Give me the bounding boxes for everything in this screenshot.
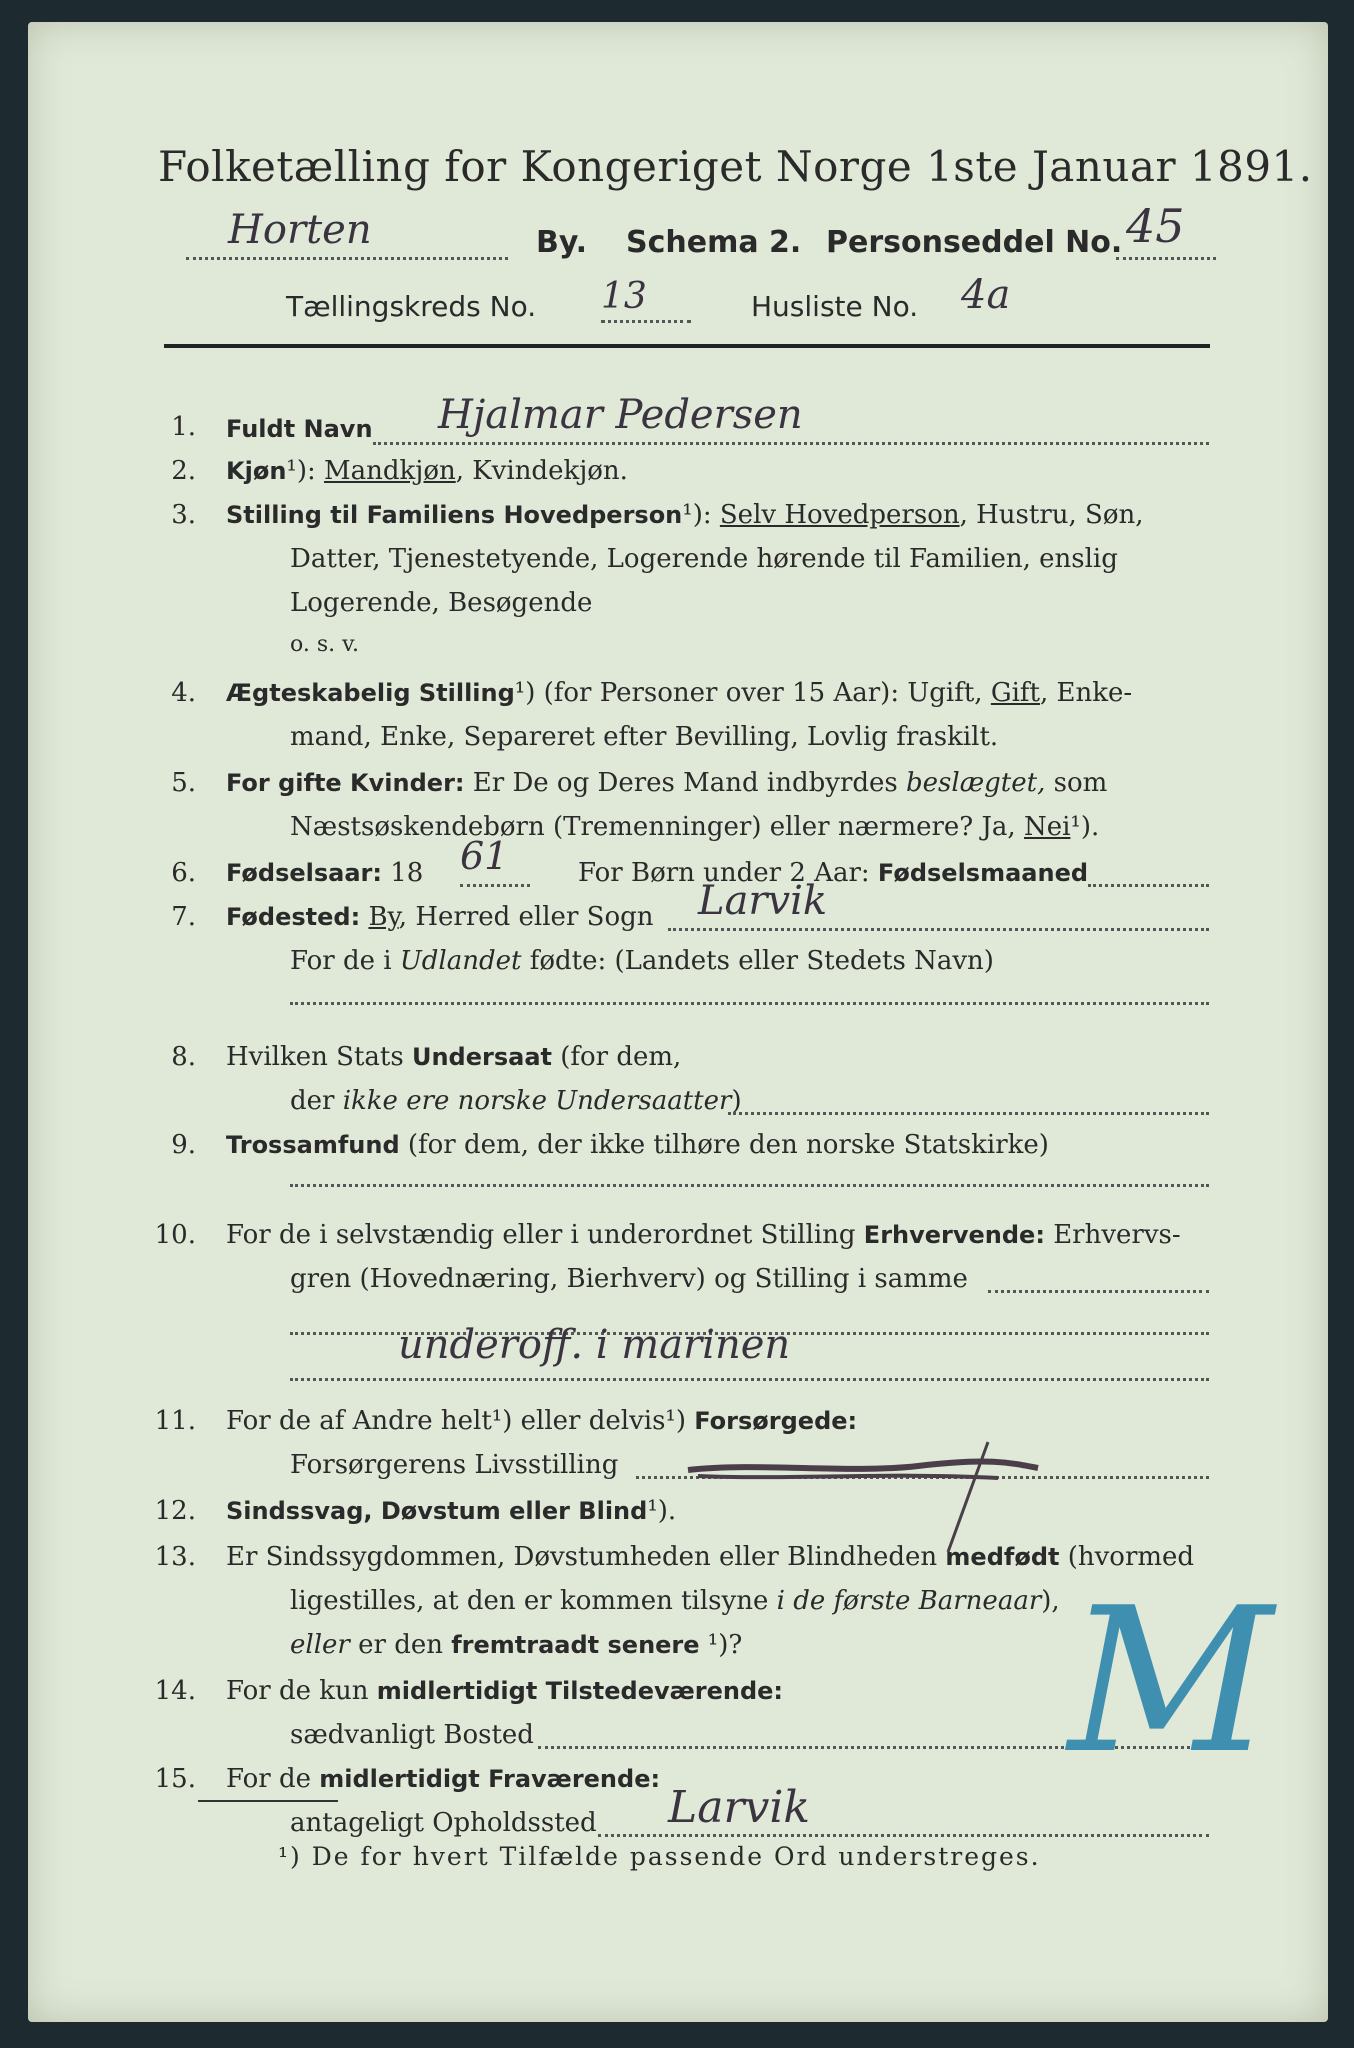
item-15-text-2: antageligt Opholdssted <box>290 1808 597 1838</box>
item-10-text-2: gren (Hovednæring, Bierhverv) og Stilling i samme <box>290 1264 968 1294</box>
header-kreds-line <box>286 272 1086 334</box>
item-4-text: Ægteskabelig Stilling¹) (for Personer over 15 Aar): Ugift, Gift, Enke- <box>226 678 1133 708</box>
item-label: Fuldt Navn <box>226 415 373 443</box>
item-3-text-2: Datter, Tjenestetyende, Logerende hørende til Familien, enslig <box>290 544 1118 574</box>
item-3-text: Stilling til Familiens Hovedperson¹): Selv Hovedperson, Hustru, Søn, <box>226 500 1144 530</box>
item-number: 3. <box>171 500 196 530</box>
item-5-text-2: Næstsøskendebørn (Tremenninger) eller nærmere? Ja, Nei¹). <box>290 812 1100 842</box>
full-name-handwritten: Hjalmar Pedersen <box>438 392 803 438</box>
item-13-text-2: ligestilles, at den er kommen tilsyne i de første Barneaar), <box>290 1586 1060 1616</box>
kreds-label: Tællingskreds No. <box>286 290 537 323</box>
item-3-text-4: o. s. v. <box>290 632 359 657</box>
item-6-text-2: For Børn under 2 Aar: Fødselsmaaned <box>578 858 1089 888</box>
item-6-text: Fødselsaar: 18 <box>226 858 424 888</box>
birthplace-handwritten: Larvik <box>698 878 828 924</box>
item-2-text: Kjøn¹): Mandkjøn, Kvindekjøn. <box>226 456 628 486</box>
item-7-text-2: For de i Udlandet fødte: (Landets eller Stedets Navn) <box>290 946 994 976</box>
item-number: 6. <box>171 858 196 888</box>
item-13-text-3: eller er den fremtraadt senere ¹)? <box>290 1630 743 1660</box>
footnote: ¹) De for hvert Tilfælde passende Ord understreges. <box>278 1842 1041 1871</box>
item-3-text-3: Logerende, Besøgende <box>290 588 593 618</box>
item-number: 13. <box>154 1542 196 1572</box>
item-number: 12. <box>154 1496 196 1526</box>
item-11-text-2: Forsørgerens Livsstilling <box>290 1450 619 1480</box>
item-9-text: Trossamfund (for dem, der ikke tilhøre den norske Statskirke) <box>226 1130 1049 1160</box>
item-12-text: Sindssvag, Døvstum eller Blind¹). <box>226 1496 677 1526</box>
header-rule <box>164 344 1210 348</box>
item-number: 10. <box>154 1220 196 1250</box>
item-8-text-2: der ikke ere norske Undersaatter) <box>290 1086 742 1116</box>
item-10-text: For de i selvstændig eller i underordnet Stilling Erhvervende: Erhvervs- <box>226 1220 1181 1250</box>
occupation-handwritten: underoff. i marinen <box>398 1322 791 1368</box>
husliste-number: 4a <box>961 272 1011 318</box>
item-number: 2. <box>171 456 196 486</box>
form-title: Folketælling for Kongeriget Norge 1ste Januar 1891. <box>158 142 1313 191</box>
item-14-text: For de kun midlertidigt Tilstedeværende: <box>226 1676 784 1706</box>
schema-label: Schema 2. <box>626 225 802 260</box>
item-number: 4. <box>171 678 196 708</box>
husliste-label: Husliste No. <box>751 290 919 323</box>
footnote-rule <box>198 1800 338 1802</box>
kreds-number: 13 <box>601 276 647 317</box>
census-form-sheet <box>28 22 1328 2022</box>
blue-pencil-mark: M <box>1068 1565 1273 1798</box>
item-number: 8. <box>171 1042 196 1072</box>
item-number: 7. <box>171 902 196 932</box>
item-13-text: Er Sindssygdommen, Døvstumheden eller Blindheden medfødt (hvormed <box>226 1542 1195 1572</box>
item-number: 14. <box>154 1676 196 1706</box>
item-number: 1. <box>171 412 196 442</box>
item-14-text-2: sædvanligt Bosted <box>290 1720 534 1750</box>
city-handwritten: Horten <box>228 207 372 253</box>
item-number: 11. <box>154 1406 196 1436</box>
item-5-text: For gifte Kvinder: Er De og Deres Mand indbyrdes beslægtet, som <box>226 768 1108 798</box>
personseddel-number: 45 <box>1126 199 1185 253</box>
crossed-out-scribble <box>668 1422 1048 1562</box>
residence-handwritten: Larvik <box>668 1782 811 1833</box>
personseddel-label: Personseddel No. <box>826 225 1123 260</box>
item-15-text: For de midlertidigt Fraværende: <box>226 1764 661 1794</box>
header-city-line <box>186 199 1216 267</box>
by-label: By. <box>536 225 588 260</box>
birth-year-handwritten: 61 <box>460 834 509 878</box>
item-11-text: For de af Andre helt¹) eller delvis¹) Forsørgede: <box>226 1406 858 1436</box>
item-number: 5. <box>171 768 196 798</box>
item-1-field <box>373 442 1209 445</box>
item-4-text-2: mand, Enke, Separeret efter Bevilling, Lovlig fraskilt. <box>290 722 999 752</box>
item-number: 15. <box>154 1764 196 1794</box>
item-number: 9. <box>171 1130 196 1160</box>
item-7-text: Fødested: By, Herred eller Sogn <box>226 902 654 932</box>
item-8-text: Hvilken Stats Undersaat (for dem, <box>226 1042 682 1072</box>
